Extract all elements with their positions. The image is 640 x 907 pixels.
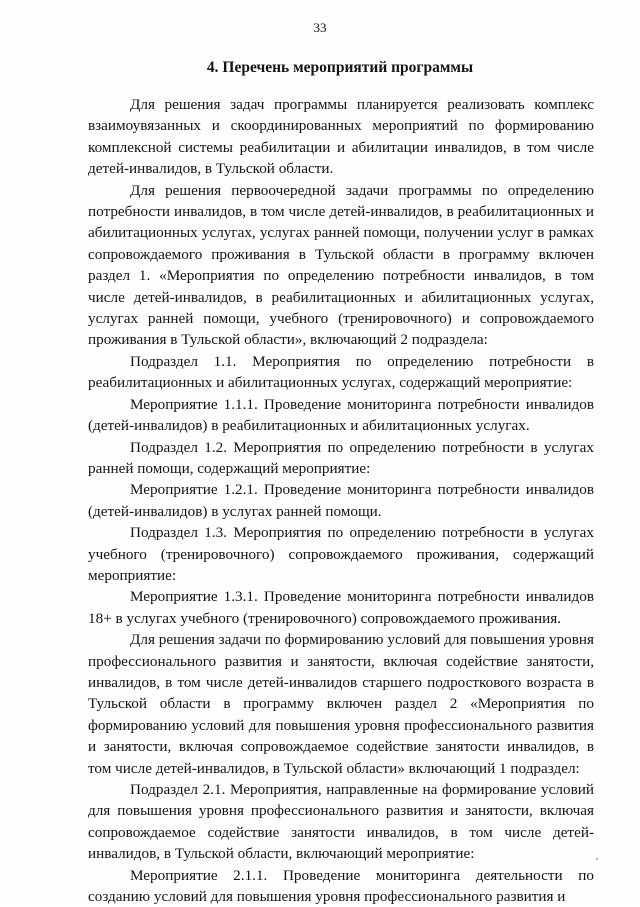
section-title: 4. Перечень мероприятий программы [206,59,474,76]
scan-speck [596,858,598,860]
page-number: 33 [313,20,327,35]
paragraph-section-2: Для решения задачи по формированию условий для повышения уровня профессионального развития и занятости, включая содействие занятости, инвалидов, в том числе детей-инвалидов старшего подросткового возраста в Тульской области в программу включен раздел 2 «Мероприятия по формированию условий для повышения уровня профессионального развития и занятости, включая сопровождаемое содействие занятости инвалидов, в том числе детей-инвалидов, в Тульской области» включающий 1 подраздел: [88,631,594,777]
paragraph-subsection-1-3: Подраздел 1.3. Мероприятия по определению потребности в услугах учебного (тренировочного) сопровождаемого проживания, содержащий мероприятие: [88,524,594,584]
paragraph-measure-1-2-1: Мероприятие 1.2.1. Проведение мониторинга потребности инвалидов (детей-инвалидов) в услугах ранней помощи. [88,481,594,520]
paragraph-subsection-1-1: Подраздел 1.1. Мероприятия по определению потребности в реабилитационных и абилитационных услугах, содержащий мероприятие: [88,352,594,392]
paragraph-measure-1-1-1: Мероприятие 1.1.1. Проведение мониторинга потребности инвалидов (детей-инвалидов) в реабилитационных и абилитационных услугах. [88,395,594,435]
paragraph-intro: Для решения задач программы планируется реализовать комплекс взаимоувязанных и скоординированных мероприятий по формированию комплексной системы реабилитации и абилитации инвалидов, в том числе детей-инвалидов, в Тульской области. [88,96,594,178]
paragraph-section-1: Для решения первоочередной задачи программы по определению потребности инвалидов, в том числе детей-инвалидов, в реабилитационных и абилитационных услугах, услугах ранней помощи, получении услуг в рамках сопровождаемого проживания в Тульской области в программу включен раздел 1. «Мероприятия по определению потребности инвалидов, в том числе детей-инвалидов, в реабилитационных и абилитационных услугах, услугах ранней помощи, учебного (тренировочного) и сопровождаемого проживания в Тульской области», включающий 2 подраздела: [88,181,594,349]
paragraph-subsection-1-2: Подраздел 1.2. Мероприятия по определению потребности в услугах ранней помощи, содержащий мероприятие: [88,438,594,477]
document-body [88,94,594,907]
paragraph-measure-2-1-1: Мероприятие 2.1.1. Проведение мониторинга деятельности по созданию условий для повышения уровня профессионального развития и [88,866,594,906]
paragraph-measure-1-3-1: Мероприятие 1.3.1. Проведение мониторинга потребности инвалидов 18+ в услугах учебного (тренировочного) сопровождаемого проживания. [88,588,594,627]
paragraph-subsection-2-1: Подраздел 2.1. Мероприятия, направленные на формирование условий для повышения уровня профессионального развития и занятости, включая сопровождаемое содействие занятости инвалидов, в том числе детей-инвалидов, в Тульской области, включающий мероприятие: [88,781,594,863]
